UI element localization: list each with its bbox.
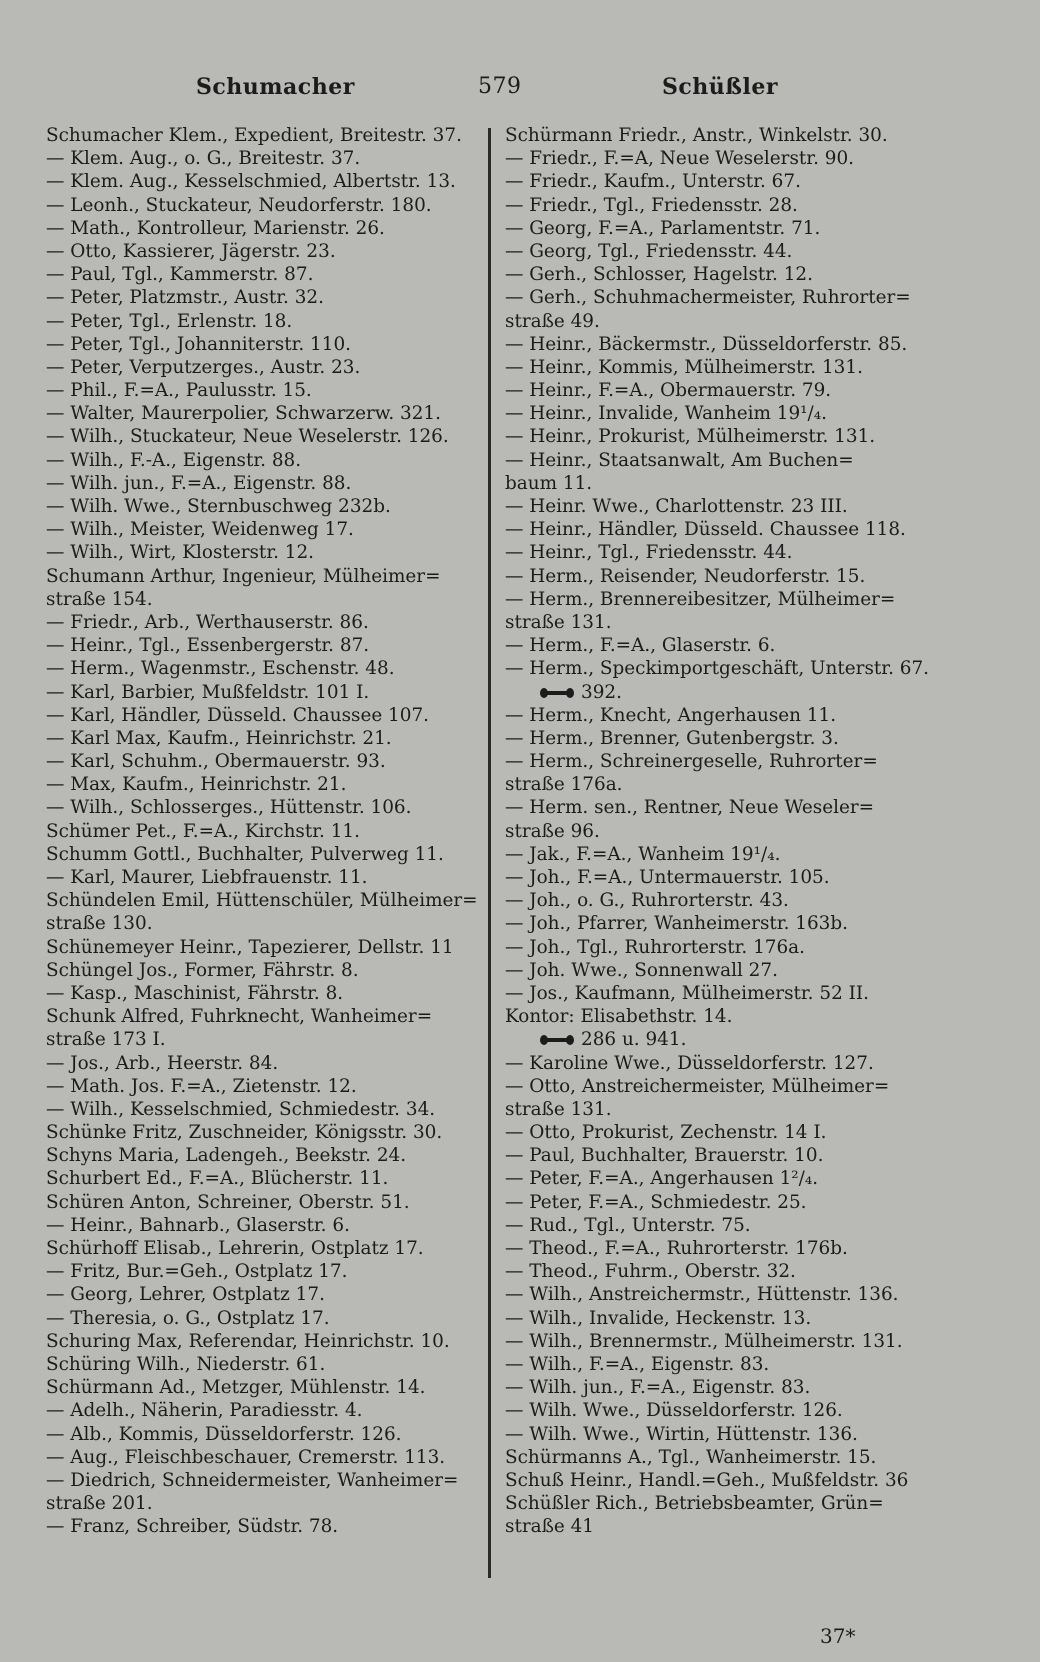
directory-entry-line: — Wilh. jun., F.=A., Eigenstr. 88. xyxy=(46,472,352,494)
directory-entry-line: Schürhoff Elisab., Lehrerin, Ostplatz 17. xyxy=(46,1238,424,1259)
directory-entry-line: — Joh., o. G., Ruhrorterstr. 43. xyxy=(505,890,789,912)
directory-entry-line: — Joh., F.=A., Untermauerstr. 105. xyxy=(505,867,830,888)
directory-entry-line: Schünke Fritz, Zuschneider, Königsstr. 30. xyxy=(46,1122,443,1144)
directory-entry-line: — Wilh., Brennermstr., Mülheimerstr. 131. xyxy=(505,1330,903,1352)
directory-entry-line: — Heinr., F.=A., Obermauerstr. 79. xyxy=(505,380,832,402)
directory-entry-line: — Aug., Fleischbeschauer, Cremerstr. 113. xyxy=(46,1446,446,1468)
directory-entry-line: — Wilh., Stuckateur, Neue Weselerstr. 126. xyxy=(46,426,449,448)
directory-entry-line: — Wilh., Schlosserges., Hüttenstr. 106. xyxy=(46,797,412,819)
directory-entry-line: Schündelen Emil, Hüttenschüler, Mülheimer= xyxy=(46,890,478,912)
directory-entry-line: — Herm., Brennereibesitzer, Mülheimer= xyxy=(505,588,896,610)
directory-entry-line xyxy=(505,681,945,704)
directory-entry-line: — Herm., Knecht, Angerhausen 11. xyxy=(505,704,837,726)
directory-entry-line: — Math., Kontrolleur, Marienstr. 26. xyxy=(46,217,385,239)
directory-entry-line: Schunk Alfred, Fuhrknecht, Wanheimer= xyxy=(46,1006,433,1028)
directory-entry-line: — Wilh., Wirt, Klosterstr. 12. xyxy=(46,542,315,564)
directory-entry-line: — Wilh., F.=A., Eigenstr. 83. xyxy=(505,1353,770,1375)
directory-entry-line: — Kasp., Maschinist, Fährstr. 8. xyxy=(46,982,344,1004)
directory-entry-line: — Max, Kaufm., Heinrichstr. 21. xyxy=(46,774,347,796)
directory-entry-line: — Peter, Verputzerges., Austr. 23. xyxy=(46,356,361,378)
directory-entry-line: — Heinr., Prokurist, Mülheimerstr. 131. xyxy=(505,426,876,448)
directory-entry-line: — Paul, Buchhalter, Brauerstr. 10. xyxy=(505,1145,824,1167)
directory-entry-line: Schurbert Ed., F.=A., Blücherstr. 11. xyxy=(46,1168,389,1190)
directory-entry-line: Schürmanns A., Tgl., Wanheimerstr. 15. xyxy=(505,1446,877,1468)
directory-entry-line: — Gerh., Schuhmachermeister, Ruhrorter= xyxy=(505,287,911,309)
directory-entry-line: — Joh., Tgl., Ruhrorterstr. 176a. xyxy=(505,936,805,958)
directory-entry-line: — Klem. Aug., Kesselschmied, Albertstr. 13. xyxy=(46,171,456,193)
directory-entry-line: Schuring Max, Referendar, Heinrichstr. 10. xyxy=(46,1330,450,1352)
directory-entry-line: — Rud., Tgl., Unterstr. 75. xyxy=(505,1214,751,1236)
directory-entry-line: — Jos., Kaufmann, Mülheimerstr. 52 II. xyxy=(505,982,869,1004)
directory-entry-line: — Joh. Wwe., Sonnenwall 27. xyxy=(505,959,778,981)
directory-entry-line: — Friedr., F.=A, Neue Weselerstr. 90. xyxy=(505,148,855,170)
directory-entry-line: — Karl, Händler, Düsseld. Chaussee 107. xyxy=(46,704,430,726)
directory-entry-line: — Heinr., Tgl., Essenbergerstr. 87. xyxy=(46,635,370,657)
directory-entry-line: — Peter, Tgl., Johanniterstr. 110. xyxy=(46,333,351,355)
directory-entry-line: — Friedr., Kaufm., Unterstr. 67. xyxy=(505,171,801,193)
directory-entry-line: — Herm., F.=A., Glaserstr. 6. xyxy=(505,635,776,657)
directory-entry-line: — Klem. Aug., o. G., Breitestr. 37. xyxy=(46,148,361,170)
directory-entry-line: — Fritz, Bur.=Geh., Ostplatz 17. xyxy=(46,1261,348,1283)
directory-entry-line: Schüring Wilh., Niederstr. 61. xyxy=(46,1353,326,1375)
directory-entry-line: — Otto, Anstreichermeister, Mülheimer= xyxy=(505,1075,890,1097)
directory-entry-line: straße 131. xyxy=(505,1098,612,1120)
directory-entry-line: straße 201. xyxy=(46,1493,153,1515)
directory-entry-line: — Jak., F.=A., Wanheim 19¹/₄. xyxy=(505,843,781,865)
directory-entry-line: Schuß Heinr., Handl.=Geh., Mußfeldstr. 36 xyxy=(505,1469,909,1491)
directory-entry-line: — Heinr., Händler, Düsseld. Chaussee 118. xyxy=(505,519,906,541)
header-left-keyword: Schumacher xyxy=(196,74,355,100)
directory-entry-line: — Georg, F.=A., Parlamentstr. 71. xyxy=(505,217,821,239)
right-column xyxy=(505,124,945,1538)
directory-entry-line: Schürmann Friedr., Anstr., Winkelstr. 30. xyxy=(505,125,888,146)
directory-entry-line: — Karoline Wwe., Düsseldorferstr. 127. xyxy=(505,1052,874,1074)
directory-entry-line: — Wilh., F.-A., Eigenstr. 88. xyxy=(46,449,302,471)
telephone-icon xyxy=(539,1034,575,1046)
directory-entry-line: — Peter, Platzmstr., Austr. 32. xyxy=(46,287,324,309)
directory-entry-line: — Alb., Kommis, Düsseldorferstr. 126. xyxy=(46,1423,402,1445)
directory-entry-line: Schumann Arthur, Ingenieur, Mülheimer= xyxy=(46,565,441,587)
directory-entry-line: — Wilh. jun., F.=A., Eigenstr. 83. xyxy=(505,1377,811,1399)
directory-entry-line: — Paul, Tgl., Kammerstr. 87. xyxy=(46,264,314,286)
directory-entry-line: — Theresia, o. G., Ostplatz 17. xyxy=(46,1307,330,1329)
left-column xyxy=(46,124,486,1538)
directory-entry-line: — Gerh., Schlosser, Hagelstr. 12. xyxy=(505,264,813,286)
column-divider xyxy=(488,128,491,1578)
directory-entry-line: — Otto, Kassierer, Jägerstr. 23. xyxy=(46,240,336,262)
telephone-icon xyxy=(539,687,575,699)
directory-entry-line: — Karl, Barbier, Mußfeldstr. 101 I. xyxy=(46,681,370,703)
directory-entry-line: — Diedrich, Schneidermeister, Wanheimer= xyxy=(46,1469,459,1491)
directory-entry-line: Schüren Anton, Schreiner, Oberstr. 51. xyxy=(46,1191,410,1213)
directory-entry-line: — Wilh., Meister, Weidenweg 17. xyxy=(46,519,354,541)
directory-entry-line: — Peter, F.=A., Angerhausen 1²/₄. xyxy=(505,1168,819,1190)
directory-entry-line: — Wilh. Wwe., Wirtin, Hüttenstr. 136. xyxy=(505,1423,858,1445)
directory-entry-line: — Heinr., Invalide, Wanheim 19¹/₄. xyxy=(505,403,827,425)
directory-entry-line: Schumm Gottl., Buchhalter, Pulverweg 11. xyxy=(46,843,444,865)
directory-entry-line: — Heinr., Bahnarb., Glaserstr. 6. xyxy=(46,1214,350,1236)
directory-entry-line: Kontor: Elisabethstr. 14. xyxy=(505,1006,733,1028)
header-right-keyword: Schüßler xyxy=(662,74,778,100)
directory-entry-line: — Franz, Schreiber, Südstr. 78. xyxy=(46,1516,339,1538)
directory-entry-line: — Math. Jos. F.=A., Zietenstr. 12. xyxy=(46,1075,357,1097)
directory-entry-line: — Wilh., Invalide, Heckenstr. 13. xyxy=(505,1307,812,1329)
directory-entry-line: — Theod., F.=A., Ruhrorterstr. 176b. xyxy=(505,1238,848,1259)
directory-entry-line: straße 130. xyxy=(46,913,153,935)
directory-entry-line: Schüßler Rich., Betriebsbeamter, Grün= xyxy=(505,1493,884,1515)
signature-mark: 37* xyxy=(820,1624,856,1648)
directory-entry-line: — Herm., Wagenmstr., Eschenstr. 48. xyxy=(46,658,395,680)
directory-entry-line: — Peter, Tgl., Erlenstr. 18. xyxy=(46,310,293,332)
directory-entry-line: baum 11. xyxy=(505,472,593,494)
directory-entry-line: Schürmann Ad., Metzger, Mühlenstr. 14. xyxy=(46,1377,426,1399)
directory-entry-line: — Jos., Arb., Heerstr. 84. xyxy=(46,1052,279,1074)
directory-entry-line: — Karl, Maurer, Liebfrauenstr. 11. xyxy=(46,867,368,888)
phone-number: 286 u. 941. xyxy=(581,1029,687,1051)
directory-entry-line: — Peter, F.=A., Schmiedestr. 25. xyxy=(505,1191,807,1213)
directory-entry-line: — Friedr., Tgl., Friedensstr. 28. xyxy=(505,194,798,216)
directory-entry-line: Schumacher Klem., Expedient, Breitestr. 37. xyxy=(46,125,462,146)
directory-entry-line: straße 173 I. xyxy=(46,1029,166,1051)
directory-entry-line: — Leonh., Stuckateur, Neudorferstr. 180. xyxy=(46,194,432,216)
directory-entry-line: straße 176a. xyxy=(505,774,623,796)
directory-entry-line: — Heinr., Tgl., Friedensstr. 44. xyxy=(505,542,793,564)
directory-entry-line: — Georg, Tgl., Friedensstr. 44. xyxy=(505,240,793,262)
directory-entry-line: — Heinr., Kommis, Mülheimerstr. 131. xyxy=(505,356,863,378)
directory-entry-line: — Wilh., Anstreichermstr., Hüttenstr. 136. xyxy=(505,1284,899,1306)
directory-entry-line: Schüngel Jos., Former, Fährstr. 8. xyxy=(46,959,359,981)
page-number: 579 xyxy=(478,74,522,99)
directory-entry-line: Schünemeyer Heinr., Tapezierer, Dellstr. 11 xyxy=(46,936,454,958)
directory-entry-line: — Wilh., Kesselschmied, Schmiedestr. 34. xyxy=(46,1098,436,1120)
directory-entry-line: — Walter, Maurerpolier, Schwarzerw. 321. xyxy=(46,403,441,425)
directory-entry-line: — Herm., Schreinergeselle, Ruhrorter= xyxy=(505,751,878,773)
directory-entry-line: Schyns Maria, Ladengeh., Beekstr. 24. xyxy=(46,1145,407,1167)
directory-entry-line: straße 131. xyxy=(505,611,612,633)
directory-entry-line xyxy=(505,1028,945,1051)
directory-entry-line: — Adelh., Näherin, Paradiesstr. 4. xyxy=(46,1400,363,1422)
directory-entry-line: — Theod., Fuhrm., Oberstr. 32. xyxy=(505,1261,796,1283)
directory-entry-line: — Karl Max, Kaufm., Heinrichstr. 21. xyxy=(46,727,392,749)
directory-entry-line: — Herm. sen., Rentner, Neue Weseler= xyxy=(505,797,875,819)
directory-entry-line: — Wilh. Wwe., Düsseldorferstr. 126. xyxy=(505,1400,843,1422)
directory-entry-line: — Herm., Brenner, Gutenbergstr. 3. xyxy=(505,727,839,749)
directory-entry-line: — Karl, Schuhm., Obermauerstr. 93. xyxy=(46,751,386,773)
directory-entry-line: straße 41 xyxy=(505,1516,594,1538)
directory-entry-line: — Heinr. Wwe., Charlottenstr. 23 III. xyxy=(505,496,848,517)
directory-entry-line: straße 49. xyxy=(505,310,600,332)
directory-entry-line: — Phil., F.=A., Paulusstr. 15. xyxy=(46,380,312,402)
directory-entry-line: — Heinr., Staatsanwalt, Am Buchen= xyxy=(505,449,854,471)
directory-entry-line: — Wilh. Wwe., Sternbuschweg 232b. xyxy=(46,496,391,517)
page-header xyxy=(0,74,1040,114)
directory-entry-line: — Herm., Reisender, Neudorferstr. 15. xyxy=(505,565,866,587)
phone-number: 392. xyxy=(581,681,622,703)
directory-entry-line: — Friedr., Arb., Werthauserstr. 86. xyxy=(46,611,369,633)
directory-entry-line: — Herm., Speckimportgeschäft, Unterstr. 67. xyxy=(505,658,930,680)
directory-entry-line: — Otto, Prokurist, Zechenstr. 14 I. xyxy=(505,1122,827,1144)
directory-entry-line: — Georg, Lehrer, Ostplatz 17. xyxy=(46,1284,325,1306)
directory-entry-line: straße 154. xyxy=(46,588,153,610)
directory-entry-line: — Joh., Pfarrer, Wanheimerstr. 163b. xyxy=(505,913,848,935)
directory-entry-line: straße 96. xyxy=(505,820,600,842)
directory-entry-line: Schümer Pet., F.=A., Kirchstr. 11. xyxy=(46,820,360,842)
directory-entry-line: — Heinr., Bäckermstr., Düsseldorferstr. 85. xyxy=(505,333,908,355)
